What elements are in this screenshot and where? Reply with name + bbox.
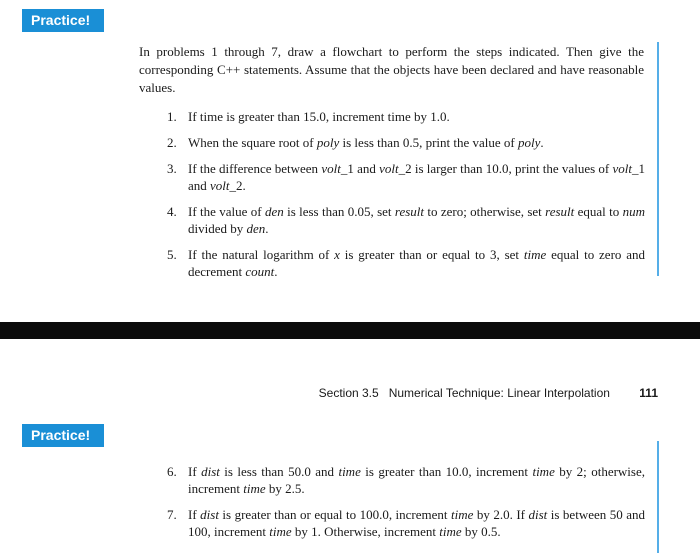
problem-text: by 0.5.: [461, 524, 501, 539]
variable-name: num: [622, 204, 645, 219]
problem-text: _2.: [229, 178, 246, 193]
problem-text: .: [540, 135, 544, 150]
variable-name: dist: [528, 507, 548, 522]
problem-list: [167, 108, 645, 280]
problem-text: is greater than or equal to 3, set: [339, 247, 524, 262]
problem-text: equal to: [574, 204, 623, 219]
problem-text: If time is greater than 15.0, increment time by 1.0.: [188, 109, 450, 124]
variable-name: den: [246, 221, 266, 236]
variable-name: volt: [321, 161, 341, 176]
problem-item: [167, 203, 645, 237]
variable-name: dist: [201, 464, 220, 479]
problem-item: [167, 108, 645, 125]
problem-number: 2.: [167, 135, 177, 150]
running-head: [0, 386, 658, 400]
problem-text: by 2.0. If: [473, 507, 529, 522]
practice-badge: Practice!: [22, 9, 104, 32]
problem-text: by 2; otherwise, increment: [188, 464, 645, 496]
problem-text: If the value of: [188, 204, 265, 219]
page-divider: [0, 322, 700, 339]
problem-text: is less than 0.05, set: [283, 204, 395, 219]
problem-text: If the natural logarithm of: [188, 247, 335, 262]
problem-text: equal to zero and decrement: [188, 247, 645, 279]
variable-name: time: [269, 524, 292, 539]
variable-name: time: [451, 507, 474, 522]
problem-item: [167, 463, 645, 497]
problem-item: [167, 506, 645, 540]
problem-text: is less than 0.5, print the value of: [339, 135, 518, 150]
problem-list-2: [167, 463, 645, 540]
problem-text: by 1. Otherwise, increment: [291, 524, 440, 539]
section-title: Numerical Technique: Linear Interpolation: [388, 386, 610, 400]
margin-rule-2: [657, 441, 659, 553]
variable-name: count: [245, 264, 275, 279]
variable-name: volt: [612, 161, 632, 176]
problem-text: is between 50 and 100, increment: [188, 507, 645, 539]
variable-name: time: [338, 464, 361, 479]
problem-text: to zero; otherwise, set: [424, 204, 546, 219]
problem-item: [167, 246, 645, 280]
problem-text: .: [265, 221, 269, 236]
problem-text: is greater than or equal to 100.0, increment: [218, 507, 452, 522]
problem-text: .: [274, 264, 278, 279]
variable-name: poly: [316, 135, 340, 150]
instructions-paragraph: In problems 1 through 7, draw a flowchart to perform the steps indicated. Then give the corresponding C++ statements. Assume that the objects have been declared and have reasonable values.: [139, 44, 644, 95]
problem-text: _1 and: [188, 161, 645, 193]
section-label: Section 3.5: [318, 386, 379, 400]
problem-text: is greater than 10.0, increment: [360, 464, 533, 479]
problem-text: divided by: [188, 221, 247, 236]
variable-name: volt: [379, 161, 399, 176]
problem-item: [167, 160, 645, 194]
variable-name: den: [264, 204, 284, 219]
problem-text: by 2.5.: [265, 481, 305, 496]
variable-name: time: [243, 481, 266, 496]
problem-number: 7.: [167, 507, 177, 522]
problem-number: 3.: [167, 161, 177, 176]
variable-name: dist: [200, 507, 219, 522]
problem-text: If: [188, 507, 201, 522]
variable-name: time: [532, 464, 555, 479]
variable-name: x: [334, 247, 340, 262]
problem-item: [167, 134, 645, 151]
variable-name: time: [439, 524, 462, 539]
variable-name: result: [394, 204, 425, 219]
practice-badge-2: Practice!: [22, 424, 104, 447]
variable-name: time: [523, 247, 547, 262]
variable-name: result: [545, 204, 575, 219]
problem-text: _1 and: [340, 161, 380, 176]
margin-rule: [657, 42, 659, 276]
problem-text: When the square root of: [188, 135, 317, 150]
problem-text: If the difference between: [188, 161, 322, 176]
problem-number: 6.: [167, 464, 177, 479]
variable-name: volt: [210, 178, 230, 193]
problem-number: 4.: [167, 204, 177, 219]
variable-name: poly: [517, 135, 541, 150]
problem-text: If: [188, 464, 202, 479]
problem-number: 1.: [167, 109, 177, 124]
problem-text: _2 is larger than 10.0, print the values of: [398, 161, 613, 176]
problem-number: 5.: [167, 247, 177, 262]
problem-text: is less than 50.0 and: [219, 464, 339, 479]
page-number: 111: [639, 386, 658, 400]
